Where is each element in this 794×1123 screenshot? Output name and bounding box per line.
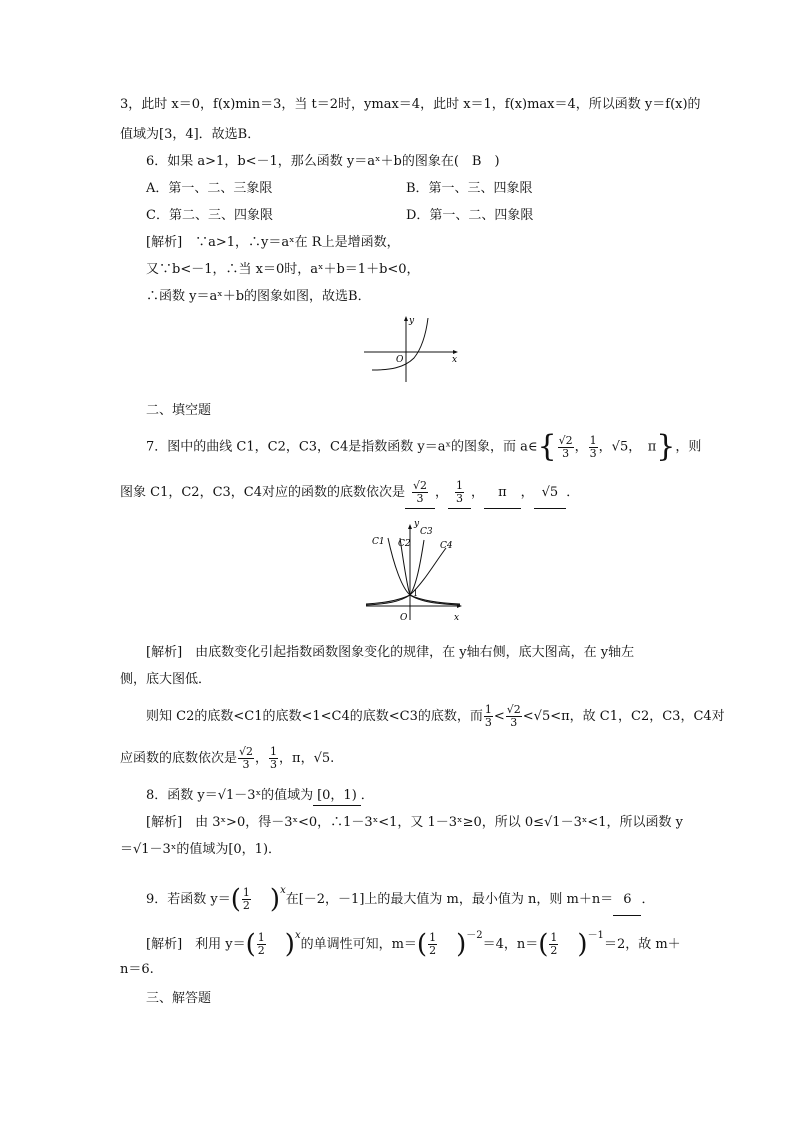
axis-label-y: y (414, 519, 420, 529)
frac-num: √2 (239, 745, 254, 758)
analysis-line: ＝√1－3ˣ的值域为[0，1)． (120, 842, 282, 857)
q7-stem-text: 图象 C1，C2，C3，C4对应的函数的底数依次是 (120, 485, 406, 500)
text-line: 值域为[3，4]．故选B． (120, 127, 261, 142)
frac-num: 1 (550, 931, 558, 944)
origin-label: O (396, 355, 404, 365)
axis-label-y: y (409, 316, 415, 326)
question-8-stem (146, 787, 374, 806)
q9-stem-text: 在[－2，－1]上的最大值为 m，最小值为 n，则 m＋n＝ (285, 892, 614, 907)
question-6-stem: 6．如果 a>1，b<－1，那么函数 y＝aˣ＋b的图象在( B ) (146, 154, 500, 169)
frac-num: 1 (242, 886, 250, 899)
analysis-text: ＝2，故 m＋ (603, 937, 681, 952)
frac-den: 3 (242, 758, 250, 771)
q7-stem-text: ，则 (675, 439, 702, 455)
analysis-line: ∴函数 y＝aˣ＋b的图象如图，故选B． (146, 289, 371, 304)
brace-open: { (537, 429, 557, 464)
fraction (589, 435, 598, 460)
frac-den: 3 (562, 446, 570, 460)
analysis-text: 的单调性可知，m＝ (300, 937, 417, 952)
curve-label-c2: C2 (398, 539, 411, 549)
q9-stem-text: 9．若函数 y＝ (146, 892, 231, 907)
point-label-one: 1 (413, 589, 419, 598)
origin-label: O (400, 613, 408, 623)
answer-blank: [0，1) (313, 787, 361, 806)
analysis-text: 则知 C2的底数<C1的底数<1<C4的底数<C3的底数，而 (146, 709, 483, 724)
section-heading: 三、解答题 (146, 991, 212, 1006)
question-7-stem: 7．图中的曲线 C1，C2，C3，C4是指数函数 y＝aˣ的图象，而 a∈{ $\frac{√2}{3}$ ， $\frac{1}{3}$ ，√5， π}，则 (146, 429, 702, 464)
exponent: －1 (587, 930, 604, 941)
analysis-text: [解析] 利用 y＝ (146, 937, 246, 952)
analysis-line: [解析] 由 3ˣ>0，得－3ˣ<0，∴1－3ˣ<1，又 1－3ˣ≥0，所以 0≤√1－3ˣ<1，所以函数 y (146, 815, 683, 830)
curve-label-c4: C4 (440, 541, 453, 551)
answer-blank (448, 478, 471, 509)
analysis-line: 应函数的底数依次是 $\frac{√2}{3}$ ， $\frac{1}{3}$ ，π，√5. (120, 745, 335, 771)
analysis-text: 应函数的底数依次是 (120, 751, 238, 766)
q9-stem-text: ． (641, 892, 655, 907)
frac-den: 2 (429, 944, 437, 957)
frac-den: 2 (550, 944, 558, 957)
frac-den: 3 (484, 716, 492, 729)
analysis-line: [解析] 利用 y＝( $\frac{1}{2}$ )$^x$的单调性可知，m＝( $\frac{1}{2}$ )$^{-2}$＝4，n＝( $\frac{1}{2}$ )$^{-1}$＝2，故 m＋ (146, 929, 681, 960)
answer-blank (405, 478, 435, 509)
frac-den: 3 (456, 492, 464, 505)
answer-blank: √5 (534, 478, 567, 509)
set-rest: ，√5， π (598, 439, 657, 455)
frac-num: 1 (270, 745, 278, 758)
curve-label-c1: C1 (372, 537, 385, 547)
q7-graph-figure (364, 516, 464, 626)
question-7-answer-line: 图象 C1，C2，C3，C4对应的函数的底数依次是 $\frac{√2}{3}$ ， $\frac{1}{3}$ ， π ， √5 ． (120, 478, 579, 509)
question-9-stem: 9．若函数 y＝( $\frac{1}{2}$ )$^x$在[－2，－1]上的最大值为 m，最小值为 n，则 m＋n＝ 6 ． (146, 884, 655, 915)
q8-stem-text: ． (360, 788, 374, 803)
analysis-line: [解析] ∵a>1，∴y＝aˣ在 R上是增函数， (146, 235, 400, 250)
option-a: A．第一、二、三象限 (146, 181, 273, 196)
frac-den: 2 (242, 899, 250, 912)
frac-num: √2 (413, 479, 428, 492)
analysis-text: ＝4，n＝ (482, 937, 539, 952)
frac-num: 1 (257, 931, 265, 944)
answer-blank: π (484, 478, 521, 509)
analysis-text: <√5<π，故 C1，C2，C3，C4对 (522, 709, 725, 724)
option-b: B．第一、三、四象限 (406, 181, 533, 196)
axis-label-x: x (452, 355, 458, 365)
section-heading: 二、填空题 (146, 403, 212, 418)
frac-num: 1 (456, 479, 464, 492)
answer-blank: 6 (613, 885, 641, 916)
analysis-line: n＝6. (120, 962, 154, 977)
fraction (558, 435, 574, 460)
frac-num: √2 (558, 433, 573, 447)
brace-close: } (656, 429, 676, 464)
frac-num: 1 (429, 931, 437, 944)
analysis-line: 则知 C2的底数<C1的底数<1<C4的底数<C3的底数，而 $\frac{1}{3}$ < $\frac{√2}{3}$ <√5<π，故 C1，C2，C3，C4对 (146, 703, 725, 729)
frac-den: 3 (270, 758, 278, 771)
q6-graph-figure (360, 312, 464, 384)
frac-den: 3 (416, 492, 424, 505)
q8-stem-text: 8．函数 y＝√1－3ˣ的值域为 (146, 788, 314, 803)
analysis-line: [解析] 由底数变化引起指数函数图象变化的规律，在 y轴右侧，底大图高，在 y轴左 (146, 645, 635, 660)
axis-label-x: x (454, 613, 460, 623)
frac-den: 3 (589, 446, 597, 460)
curve-label-c3: C3 (420, 527, 433, 537)
frac-den: 2 (257, 944, 265, 957)
analysis-text: ，π，√5. (279, 751, 335, 766)
option-d: D．第一、二、四象限 (406, 208, 534, 223)
frac-den: 3 (510, 716, 518, 729)
analysis-line: 又∵b<－1，∴当 x＝0时，aˣ＋b＝1＋b<0， (146, 262, 420, 277)
analysis-line: 侧，底大图低． (120, 672, 212, 687)
exponent: x (294, 930, 301, 941)
exponent: －2 (466, 930, 483, 941)
frac-num: 1 (484, 703, 492, 716)
option-c: C．第二、三、四象限 (146, 208, 273, 223)
exponent: x (280, 885, 286, 896)
q7-stem-text: 7．图中的曲线 C1，C2，C3，C4是指数函数 y＝aˣ的图象，而 a∈ (146, 439, 538, 455)
text-line: 3，此时 x＝0，f(x)min＝3，当 t＝2时，ymax＝4，此时 x＝1，f(x)max＝4，所以函数 y＝f(x)的 (120, 97, 701, 112)
frac-num: 1 (589, 433, 597, 447)
frac-num: √2 (506, 703, 521, 716)
